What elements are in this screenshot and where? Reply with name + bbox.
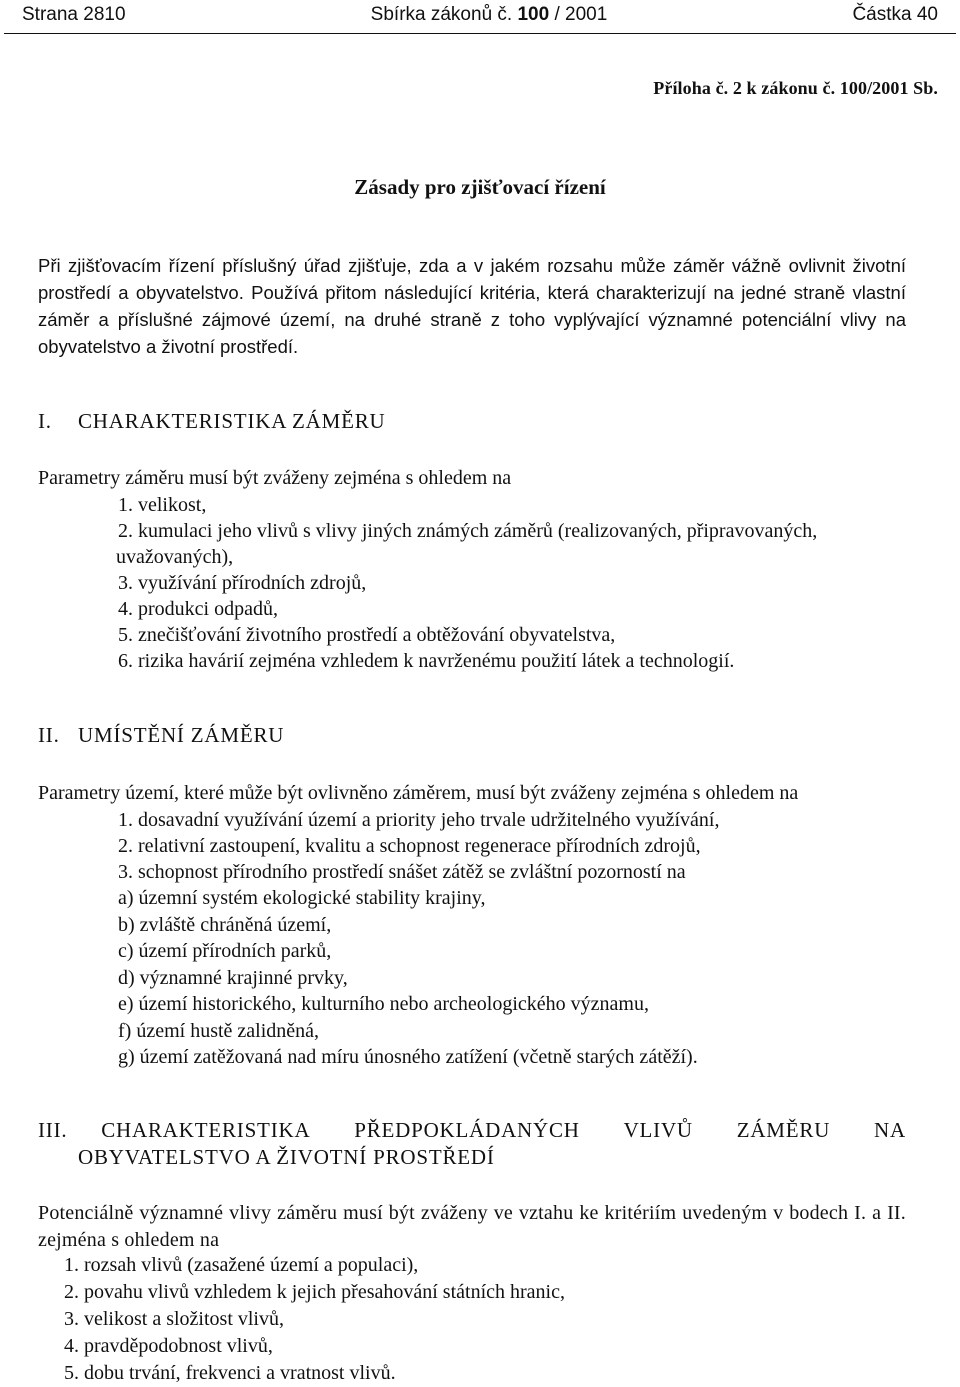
document-title: Zásady pro zjišťovací řízení — [354, 175, 606, 199]
list-item — [38, 859, 920, 885]
section-3-heading-word: CHARAKTERISTIKA — [101, 1118, 311, 1142]
list-item-number: 3. — [118, 572, 133, 594]
section-1-lead: Parametry záměru musí být zváženy zejména s ohledem na — [38, 467, 512, 489]
section-3-heading-word: ZÁMĚRU — [736, 1118, 831, 1142]
section-1-number: I. — [38, 409, 52, 433]
section-3-heading-word: NA — [874, 1118, 906, 1142]
section-3-heading-word: VLIVŮ — [623, 1118, 693, 1142]
collection-number: 100 — [517, 4, 550, 25]
list-item-number: 5. — [64, 1362, 79, 1384]
section-2-number: II. — [38, 723, 60, 747]
header-rule — [4, 33, 956, 34]
list-item-text: rizika havárií zejména vzhledem k navrženému použití látek a technologií. — [138, 650, 735, 672]
sublist-item: b) zvláště chráněná území, — [118, 913, 332, 936]
section-1-title: CHARAKTERISTIKA ZÁMĚRU — [78, 409, 386, 433]
list-item-number: 2. — [118, 520, 133, 542]
list-item-number: 4. — [64, 1335, 79, 1357]
sublist-item: c) území přírodních parků, — [118, 940, 332, 962]
page-number: Strana 2810 — [22, 4, 126, 25]
collection-year: / 2001 — [554, 4, 608, 25]
list-item-number: 3. — [64, 1308, 79, 1330]
list-item-text: dobu trvání, frekvenci a vratnost vlivů. — [84, 1362, 396, 1384]
section-1-list — [38, 492, 920, 674]
collection-reference — [371, 4, 608, 26]
section-1-heading — [38, 409, 386, 434]
list-item — [38, 1333, 920, 1360]
list-item-number: 5. — [118, 624, 133, 646]
list-item-number: 4. — [118, 598, 133, 620]
section-3-heading — [38, 1117, 906, 1171]
page-header — [22, 4, 938, 32]
list-item — [38, 492, 920, 518]
list-item-continuation: uvažovaných), — [116, 546, 234, 568]
section-3-list — [38, 1252, 920, 1387]
intro-paragraph: Při zjišťovacím řízení příslušný úřad zjišťuje, zda a v jakém rozsahu může záměr vážně ovlivnit životní prostředí a obyvatelstvo. Používá přitom následující kritéria, která charakterizují na jedné straně vlastní záměr a příslušné zájmové území, na druhé straně z toho vyplývající významné potenciální vlivy na obyvatelstvo a životní prostředí. — [38, 255, 906, 357]
list-item — [38, 570, 920, 596]
sublist-item: e) území historického, kulturního nebo archeologického významu, — [118, 993, 649, 1015]
list-item — [38, 1360, 920, 1387]
list-item-text: znečišťování životního prostředí a obtěžování obyvatelstva, — [138, 624, 616, 646]
list-item-text: povahu vlivů vzhledem k jejich přesahování státních hranic, — [84, 1281, 565, 1303]
list-item-text: velikost a složitost vlivů, — [84, 1308, 284, 1330]
section-2-title: UMÍSTĚNÍ ZÁMĚRU — [78, 723, 285, 747]
list-item-number: 6. — [118, 650, 133, 672]
list-item-number: 1. — [118, 809, 133, 831]
list-item-text: relativní zastoupení, kvalitu a schopnost regenerace přírodních zdrojů, — [138, 835, 701, 857]
section-3-heading-line-1 — [38, 1117, 906, 1144]
sublist-item: f) území hustě zalidněná, — [118, 1019, 320, 1042]
list-item — [38, 1279, 920, 1306]
section-2-heading — [38, 723, 284, 748]
list-item-text: schopnost přírodního prostředí snášet zátěž se zvláštní pozorností na — [138, 861, 686, 883]
section-3-heading-word: PŘEDPOKLÁDANÝCH — [354, 1118, 580, 1142]
section-3-lead: Potenciálně významné vlivy záměru musí být zváženy ve vztahu ke kritériím uvedeným v bodech I. a II. zejména s ohledem na — [38, 1202, 906, 1251]
list-item-text: velikost, — [138, 494, 207, 516]
list-item-number: 2. — [64, 1281, 79, 1303]
annex-label: Příloha č. 2 k zákonu č. 100/2001 Sb. — [653, 78, 938, 98]
list-item-text: využívání přírodních zdrojů, — [138, 572, 367, 594]
sublist-item: a) územní systém ekologické stability krajiny, — [118, 887, 486, 909]
list-item — [38, 807, 920, 833]
collection-prefix: Sbírka zákonů č. — [370, 4, 513, 25]
list-item — [38, 1252, 920, 1279]
sublist-item: g) území zatěžovaná nad míru únosného zatížení (včetně starých zátěží). — [118, 1046, 698, 1068]
issue-number: Částka 40 — [852, 4, 938, 25]
section-2-lead: Parametry území, které může být ovlivněno záměrem, musí být zváženy zejména s ohledem na — [38, 782, 799, 804]
list-item-text: rozsah vlivů (zasažené území a populaci), — [84, 1254, 419, 1276]
list-item — [38, 833, 920, 859]
list-item — [38, 596, 920, 622]
list-item-number: 2. — [118, 835, 133, 857]
section-2-list — [38, 807, 920, 885]
list-item-text: kumulaci jeho vlivů s vlivy jiných známých záměrů (realizovaných, připravovaných, — [138, 520, 818, 542]
section-3-heading-line-2: OBYVATELSTVO A ŽIVOTNÍ PROSTŘEDÍ — [78, 1145, 495, 1169]
section-2-sublist — [118, 885, 698, 1071]
list-item-text: dosavadní využívání území a priority jeho trvale udržitelného využívání, — [138, 809, 720, 831]
list-item-number: 1. — [118, 494, 133, 516]
list-item — [38, 518, 920, 570]
list-item — [38, 622, 920, 648]
list-item-text: produkci odpadů, — [138, 598, 278, 620]
section-3-number: III. — [38, 1118, 68, 1142]
list-item — [38, 1306, 920, 1333]
list-item-number: 3. — [118, 861, 133, 883]
list-item-text: pravděpodobnost vlivů, — [84, 1335, 273, 1357]
list-item — [38, 648, 920, 674]
list-item-number: 1. — [64, 1254, 79, 1276]
sublist-item: d) významné krajinné prvky, — [118, 966, 348, 989]
